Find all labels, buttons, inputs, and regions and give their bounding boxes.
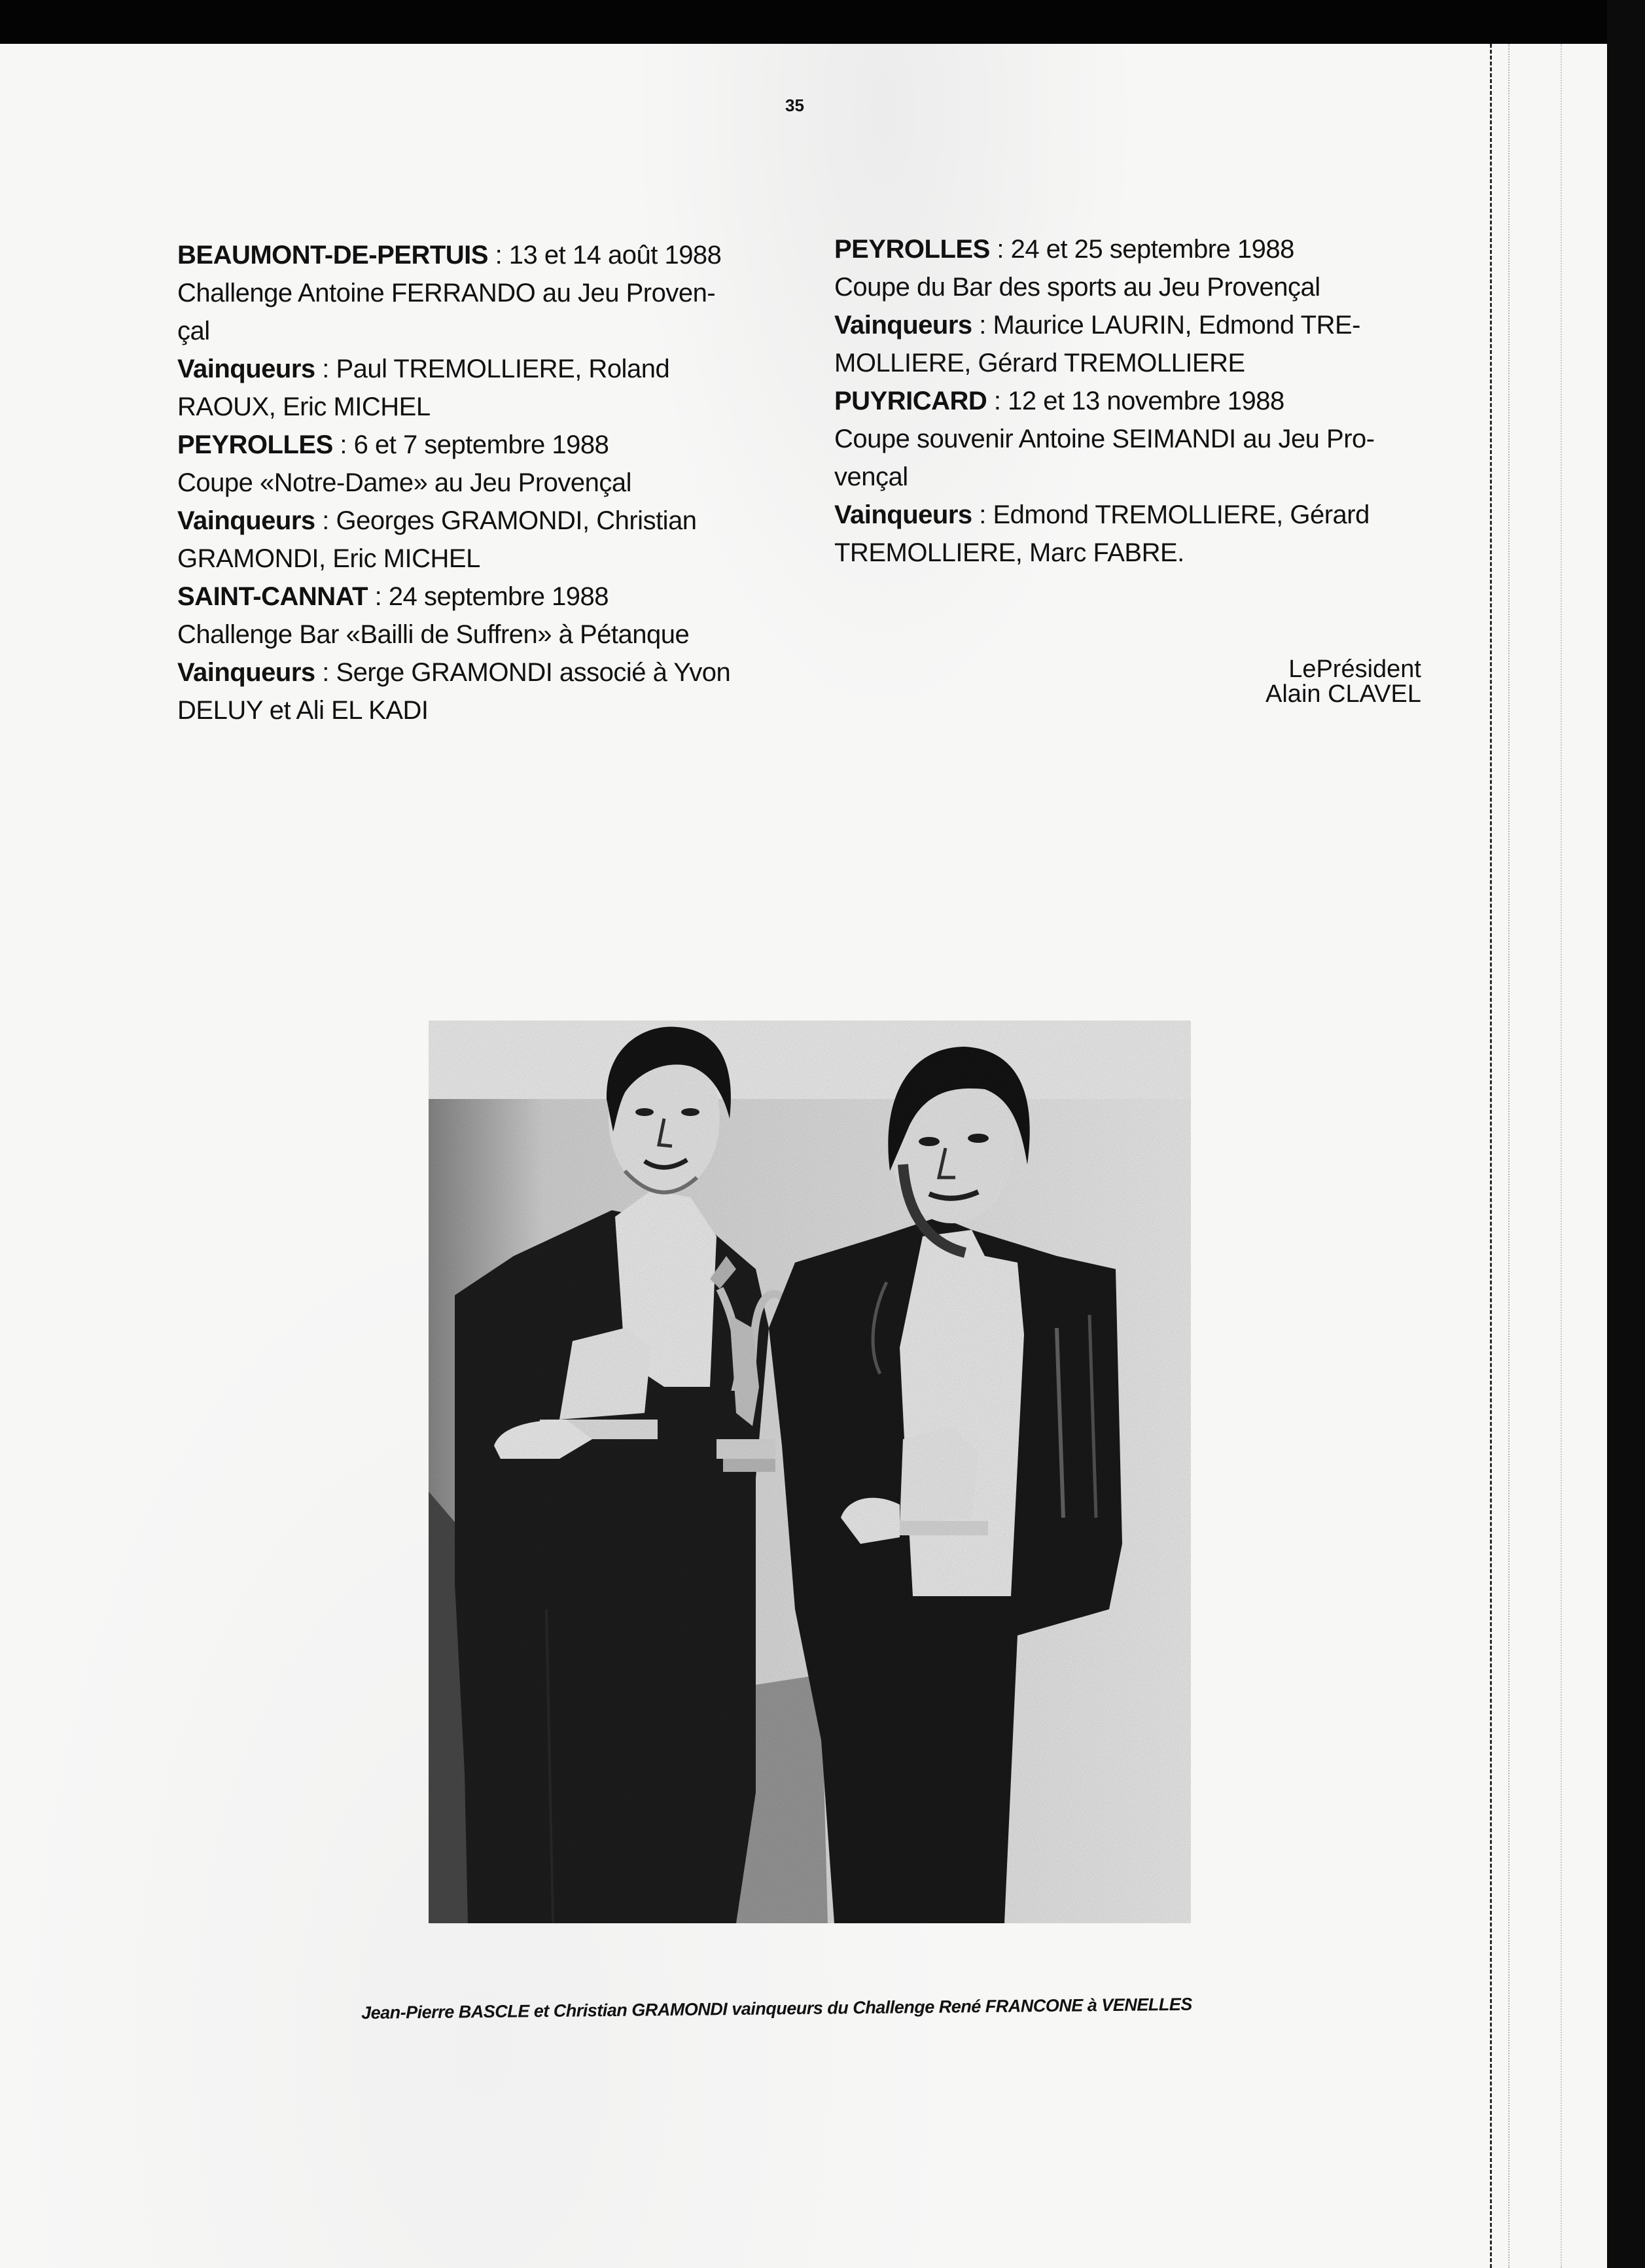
entry-winners [834, 306, 1423, 344]
entry-place: PEYROLLES [834, 235, 990, 264]
tournament-entry [177, 426, 766, 578]
tournament-entry [834, 382, 1423, 572]
entry-date: : 13 et 14 août 1988 [487, 241, 722, 270]
entry-competition: Coupe du Bar des sports au Jeu Provençal [834, 273, 1320, 302]
signature-title: LePrésident [1288, 655, 1421, 683]
tournament-entry [177, 578, 766, 729]
page-edge-faint-line [1561, 44, 1562, 2268]
entry-competition: Challenge Antoine FERRANDO au Jeu Proven- [177, 279, 716, 307]
entry-place: SAINT-CANNAT [177, 582, 368, 611]
entry-winners [177, 350, 766, 388]
page-number: 35 [785, 96, 804, 115]
scan-border-top [0, 0, 1645, 44]
tournament-entry [834, 230, 1423, 382]
entry-heading [834, 230, 1423, 268]
entry-heading [177, 578, 766, 616]
entry-competition: Challenge Bar «Bailli de Suffren» à Pétanque [177, 620, 690, 649]
winners-names: : Georges GRAMONDI, Christian [315, 506, 697, 535]
winners-label: Vainqueurs [177, 355, 315, 383]
signature-name: Alain CLAVEL [1265, 680, 1421, 708]
winners-label: Vainqueurs [177, 658, 315, 687]
winners-names: : Paul TREMOLLIERE, Roland [315, 355, 670, 383]
winners-names: : Serge GRAMONDI associé à Yvon [315, 658, 731, 687]
winners-names: GRAMONDI, Eric MICHEL [177, 544, 480, 573]
entry-place: BEAUMONT-DE-PERTUIS [177, 241, 488, 270]
results-column-right [834, 230, 1423, 572]
signature-block [1265, 657, 1421, 707]
winners-names: : Edmond TREMOLLIERE, Gérard [972, 500, 1370, 529]
entry-winners [177, 654, 766, 691]
winners-label: Vainqueurs [177, 506, 315, 535]
winners-names: MOLLIERE, Gérard TREMOLLIERE [834, 349, 1245, 377]
entry-competition: çal [177, 317, 210, 345]
entry-place: PEYROLLES [177, 430, 333, 459]
entry-heading [177, 426, 766, 464]
entry-competition: Coupe souvenir Antoine SEIMANDI au Jeu Pro- [834, 425, 1375, 453]
winners-names: RAOUX, Eric MICHEL [177, 393, 431, 421]
page-edge-faint-line [1508, 44, 1510, 2268]
entry-date: : 24 septembre 1988 [368, 582, 609, 611]
winners-label: Vainqueurs [834, 311, 972, 340]
entry-date: : 12 et 13 novembre 1988 [987, 387, 1284, 415]
entry-competition: Coupe «Notre-Dame» au Jeu Provençal [177, 468, 632, 497]
photo-caption: Jean-Pierre BASCLE et Christian GRAMONDI vainqueurs du Challenge René FRANCONE à VENELLES [361, 1994, 1192, 2023]
entry-winners [834, 496, 1423, 534]
entry-heading [834, 382, 1423, 420]
entry-heading [177, 236, 766, 274]
entry-date: : 6 et 7 septembre 1988 [332, 430, 609, 459]
winners-label: Vainqueurs [834, 500, 972, 529]
page-edge-shadow-line [1490, 44, 1492, 2268]
winners-names: : Maurice LAURIN, Edmond TRE- [972, 311, 1360, 340]
scan-border-right [1607, 0, 1645, 2268]
winners-names: TREMOLLIERE, Marc FABRE. [834, 538, 1184, 567]
winners-photo [429, 1021, 1191, 1923]
entry-competition: vençal [834, 462, 908, 491]
winners-names: DELUY et Ali EL KADI [177, 696, 429, 725]
winners-photo-illustration [429, 1021, 1191, 1923]
results-column-left [177, 236, 766, 729]
entry-place: PUYRICARD [834, 387, 987, 415]
entry-date: : 24 et 25 septembre 1988 [989, 235, 1294, 264]
entry-winners [177, 502, 766, 540]
tournament-entry [177, 236, 766, 426]
